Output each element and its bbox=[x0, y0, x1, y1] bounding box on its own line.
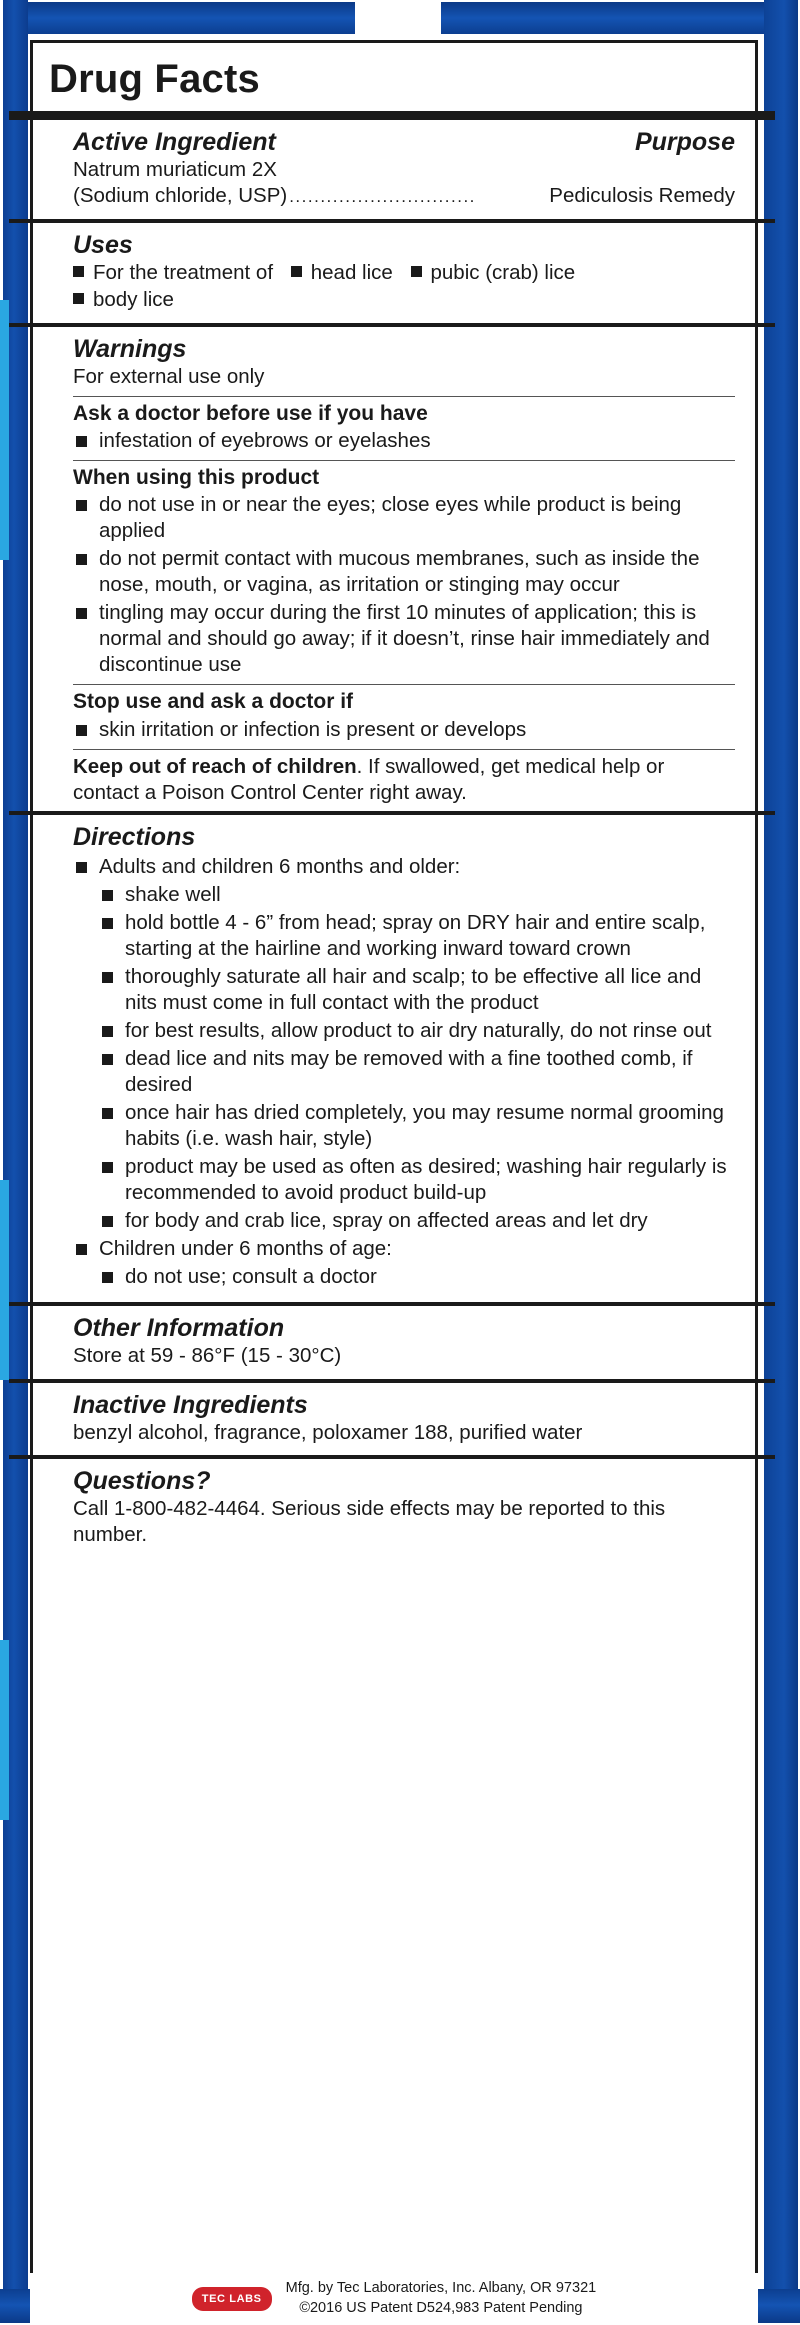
bullet-square-icon bbox=[73, 266, 84, 277]
section-uses bbox=[57, 223, 735, 323]
directions-group-label: Adults and children 6 months and older: bbox=[99, 854, 461, 878]
active-ingredient-purpose-row bbox=[73, 183, 735, 210]
list-item: once hair has dried completely, you may resume normal grooming habits (i.e. wash hair, style) bbox=[99, 1100, 735, 1152]
list-item bbox=[73, 854, 735, 1234]
purpose-value: Pediculosis Remedy bbox=[549, 183, 735, 207]
divider-thin bbox=[73, 396, 735, 397]
directions-heading: Directions bbox=[73, 822, 196, 851]
package-top-notch bbox=[355, 0, 441, 34]
list-item: infestation of eyebrows or eyelashes bbox=[73, 428, 735, 454]
section-directions bbox=[57, 815, 735, 1302]
manufacturer-footer bbox=[30, 2273, 758, 2325]
divider-thin bbox=[73, 749, 735, 750]
list-item: for best results, allow product to air dry naturally, do not rinse out bbox=[99, 1018, 735, 1044]
bullet-square-icon bbox=[73, 293, 84, 304]
leader-dots: .............................. bbox=[289, 186, 476, 206]
inactive-ingredients-heading: Inactive Ingredients bbox=[73, 1390, 308, 1419]
list-item: product may be used as often as desired; washing hair regularly is recommended to avoid product build-up bbox=[99, 1154, 735, 1206]
manufacturer-line-2: ©2016 US Patent D524,983 Patent Pending bbox=[299, 2300, 583, 2316]
uses-heading: Uses bbox=[73, 231, 133, 260]
list-item: skin irritation or infection is present or develops bbox=[73, 717, 735, 743]
purpose-heading: Purpose bbox=[634, 128, 735, 156]
when-using-list bbox=[73, 492, 735, 678]
directions-list bbox=[73, 854, 735, 1291]
section-warnings bbox=[57, 327, 735, 811]
keep-out-of-reach bbox=[73, 754, 735, 807]
list-item: hold bottle 4 - 6” from head; spray on DRY hair and entire scalp, starting at the hairline and working inward toward crown bbox=[99, 910, 735, 962]
list-item: shake well bbox=[99, 882, 735, 908]
list-item: thoroughly saturate all hair and scalp; to be effective all lice and nits must come in full contact with the product bbox=[99, 964, 735, 1016]
other-information-text: Store at 59 - 86°F (15 - 30°C) bbox=[73, 1343, 342, 1367]
uses-item: For the treatment of bbox=[93, 260, 274, 284]
stop-use-heading: Stop use and ask a doctor if bbox=[73, 690, 354, 714]
section-questions bbox=[57, 1459, 735, 1557]
list-item bbox=[73, 1236, 735, 1290]
uses-item: head lice bbox=[310, 260, 393, 284]
stop-use-list bbox=[73, 717, 735, 743]
list-item: do not use in or near the eyes; close eyes while product is being applied bbox=[73, 492, 735, 544]
accent-stripe-cyan bbox=[0, 300, 9, 560]
ask-doctor-heading: Ask a doctor before use if you have bbox=[73, 401, 428, 425]
questions-heading: Questions? bbox=[73, 1467, 211, 1496]
bullet-square-icon bbox=[291, 266, 302, 277]
keep-out-of-reach-rest: . If swallowed, get medical help or contact a Poison Control Center right away. bbox=[73, 754, 665, 805]
directions-sublist bbox=[99, 1264, 735, 1290]
list-item: for body and crab lice, spray on affected areas and let dry bbox=[99, 1208, 735, 1234]
divider-thick bbox=[9, 111, 775, 120]
section-other-information bbox=[57, 1306, 735, 1379]
ask-doctor-list bbox=[73, 428, 735, 454]
bullet-square-icon bbox=[411, 266, 422, 277]
active-ingredient-name: Natrum muriaticum 2X bbox=[73, 157, 277, 181]
accent-stripe-cyan bbox=[0, 1640, 9, 1820]
questions-text: Call 1-800-482-4464. Serious side effects may be reported to this number. bbox=[73, 1497, 666, 1546]
list-item: tingling may occur during the first 10 minutes of application; this is normal and should go away; if it doesn’t, rinse hair immediately and discontinue use bbox=[73, 600, 735, 678]
manufacturer-info bbox=[286, 2279, 597, 2318]
uses-item: pubic (crab) lice bbox=[430, 260, 576, 284]
uses-line-2 bbox=[73, 287, 735, 314]
drug-facts-title: Drug Facts bbox=[49, 57, 260, 101]
active-ingredient-heading: Active Ingredient bbox=[73, 128, 276, 156]
list-item: dead lice and nits may be removed with a fine toothed comb, if desired bbox=[99, 1046, 735, 1098]
when-using-heading: When using this product bbox=[73, 466, 320, 490]
drug-facts-panel bbox=[30, 40, 758, 2276]
manufacturer-line-1: Mfg. by Tec Laboratories, Inc. Albany, OR 97321 bbox=[285, 2280, 597, 2297]
uses-line-1 bbox=[73, 260, 735, 287]
list-item: do not permit contact with mucous membranes, such as inside the nose, mouth, or vagina, as irritation or stinging may occur bbox=[73, 546, 735, 598]
section-active-ingredient bbox=[57, 120, 735, 219]
other-information-heading: Other Information bbox=[73, 1314, 285, 1343]
keep-out-of-reach-bold: Keep out of reach of children bbox=[73, 754, 357, 778]
accent-stripe-cyan bbox=[0, 1180, 9, 1380]
inactive-ingredients-text: benzyl alcohol, fragrance, poloxamer 188, purified water bbox=[73, 1420, 583, 1444]
package-edge-right bbox=[764, 0, 800, 2325]
section-inactive-ingredients bbox=[57, 1383, 735, 1456]
directions-sublist bbox=[99, 882, 735, 1234]
tec-labs-logo: TEC LABS bbox=[192, 2287, 272, 2311]
warnings-external-use: For external use only bbox=[73, 365, 265, 388]
list-item: do not use; consult a doctor bbox=[99, 1264, 735, 1290]
active-ingredient-synonym: (Sodium chloride, USP) bbox=[73, 183, 288, 207]
divider-thin bbox=[73, 460, 735, 461]
uses-item: body lice bbox=[93, 287, 174, 311]
divider-thin bbox=[73, 684, 735, 685]
directions-group-label: Children under 6 months of age: bbox=[99, 1237, 392, 1261]
warnings-heading: Warnings bbox=[73, 335, 187, 364]
